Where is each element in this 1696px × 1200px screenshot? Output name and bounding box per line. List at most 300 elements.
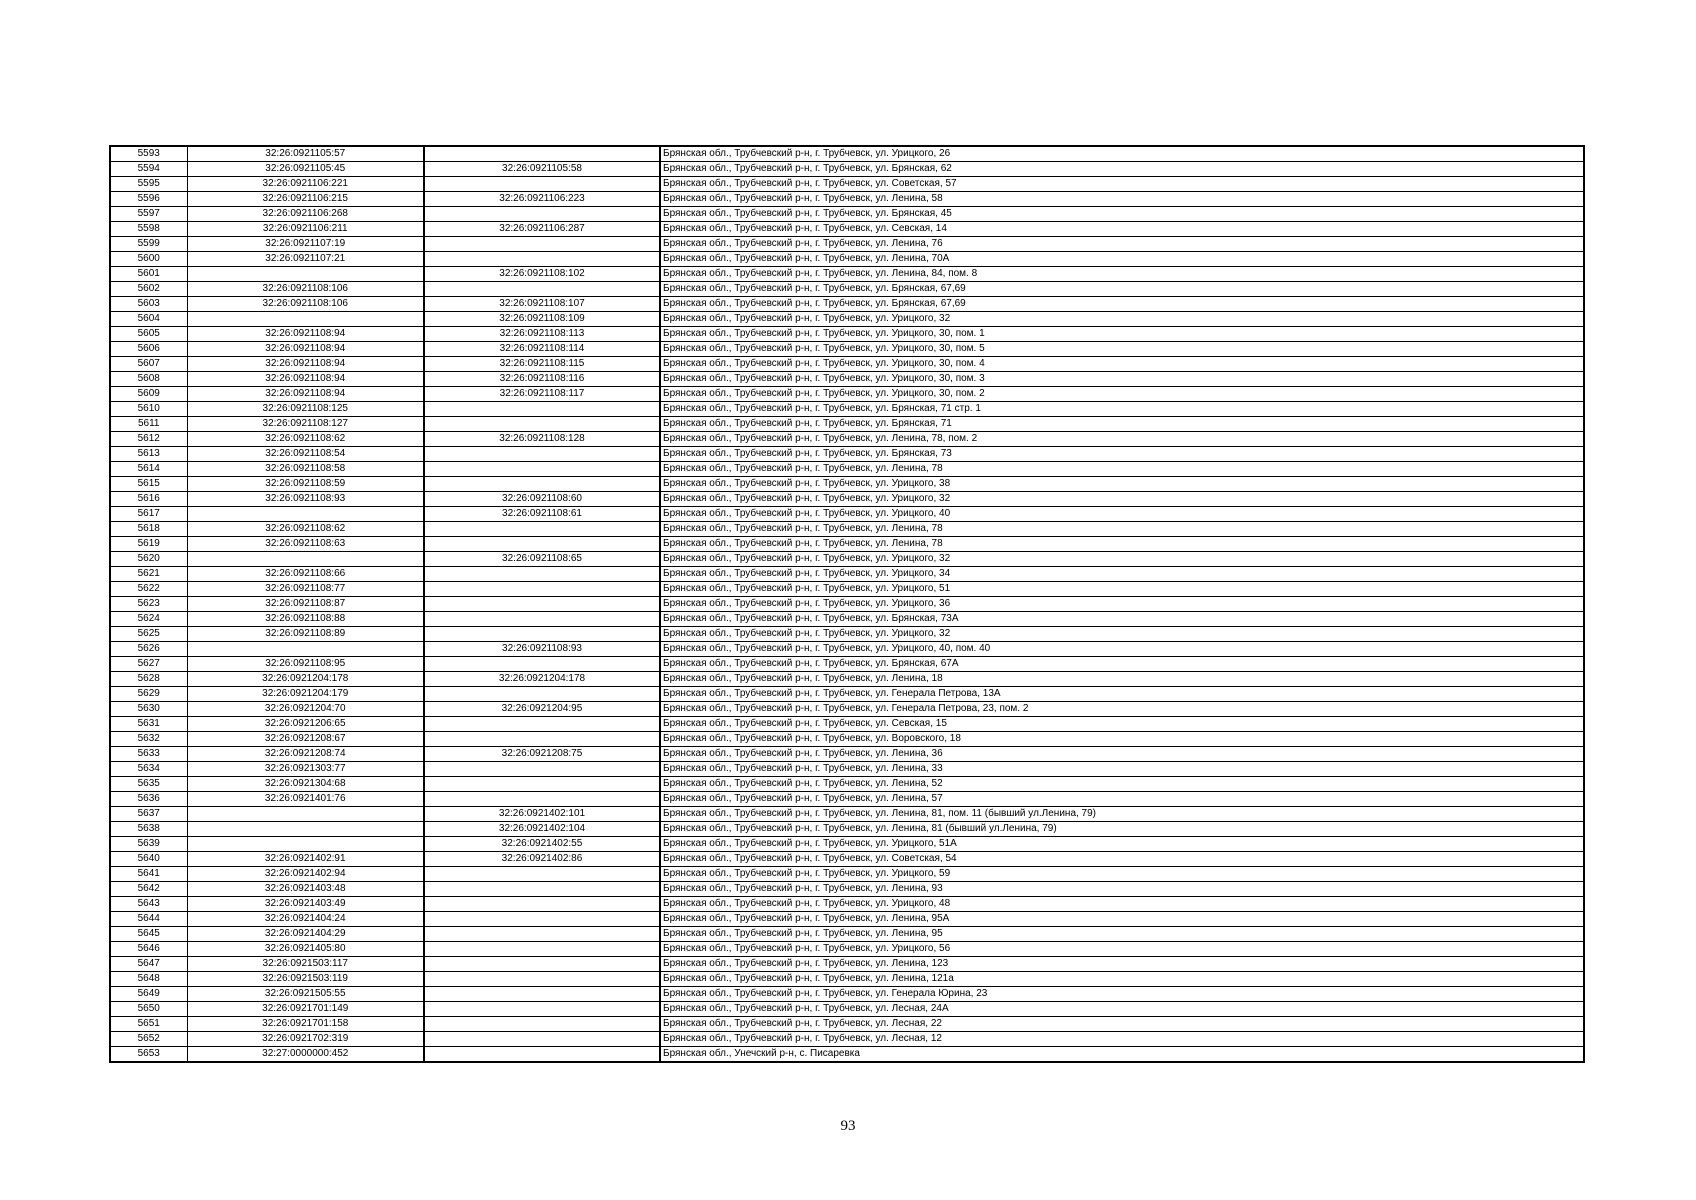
cadastral-number: 32:26:0921108:95: [187, 657, 424, 672]
cadastral-number: 32:26:0921108:106: [187, 297, 424, 312]
related-cadastral-number: [424, 912, 660, 927]
page-number: 93: [840, 1118, 856, 1134]
address: Брянская обл., Трубчевский р-н, г. Трубчевск, ул. Урицкого, 38: [660, 477, 1584, 492]
row-number: 5627: [110, 657, 187, 672]
cadastral-number: 32:26:0921503:117: [187, 957, 424, 972]
related-cadastral-number: [424, 627, 660, 642]
table-row: [110, 1002, 1584, 1017]
related-cadastral-number: [424, 687, 660, 702]
table-row: [110, 657, 1584, 672]
address: Брянская обл., Трубчевский р-н, г. Трубчевск, ул. Ленина, 18: [660, 672, 1584, 687]
table-row: [110, 162, 1584, 177]
table-row: [110, 762, 1584, 777]
address: Брянская обл., Трубчевский р-н, г. Трубчевск, ул. Ленина, 52: [660, 777, 1584, 792]
cadastral-number: 32:26:0921304:68: [187, 777, 424, 792]
row-number: 5637: [110, 807, 187, 822]
row-number: 5605: [110, 327, 187, 342]
address: Брянская обл., Трубчевский р-н, г. Трубчевск, ул. Ленина, 36: [660, 747, 1584, 762]
row-number: 5643: [110, 897, 187, 912]
table-row: [110, 687, 1584, 702]
table-row: [110, 222, 1584, 237]
cadastral-number: 32:26:0921108:58: [187, 462, 424, 477]
related-cadastral-number: [424, 537, 660, 552]
cadastral-number: [187, 642, 424, 657]
address: Брянская обл., Трубчевский р-н, г. Трубчевск, ул. Урицкого, 30, пом. 5: [660, 342, 1584, 357]
table-row: [110, 717, 1584, 732]
cadastral-number: 32:26:0921208:74: [187, 747, 424, 762]
table-row: [110, 957, 1584, 972]
cadastral-number: [187, 552, 424, 567]
cadastral-number: 32:26:0921303:77: [187, 762, 424, 777]
row-number: 5649: [110, 987, 187, 1002]
cadastral-number: 32:26:0921108:106: [187, 282, 424, 297]
table-row: [110, 267, 1584, 282]
cadastral-number: 32:26:0921106:268: [187, 207, 424, 222]
cadastral-number: 32:26:0921402:91: [187, 852, 424, 867]
row-number: 5632: [110, 732, 187, 747]
cadastral-number: 32:27:0000000:452: [187, 1047, 424, 1063]
table-row: [110, 882, 1584, 897]
row-number: 5642: [110, 882, 187, 897]
address: Брянская обл., Трубчевский р-н, г. Трубчевск, ул. Советская, 57: [660, 177, 1584, 192]
cadastral-number: 32:26:0921404:29: [187, 927, 424, 942]
address: Брянская обл., Трубчевский р-н, г. Трубчевск, ул. Урицкого, 51: [660, 582, 1584, 597]
table-row: [110, 837, 1584, 852]
cadastral-number: 32:26:0921106:221: [187, 177, 424, 192]
related-cadastral-number: [424, 612, 660, 627]
related-cadastral-number: [424, 567, 660, 582]
row-number: 5622: [110, 582, 187, 597]
cadastral-number: 32:26:0921108:125: [187, 402, 424, 417]
row-number: 5653: [110, 1047, 187, 1063]
row-number: 5615: [110, 477, 187, 492]
related-cadastral-number: [424, 597, 660, 612]
address: Брянская обл., Трубчевский р-н, г. Трубчевск, ул. Урицкого, 32: [660, 627, 1584, 642]
related-cadastral-number: [424, 897, 660, 912]
address: Брянская обл., Трубчевский р-н, г. Трубчевск, ул. Урицкого, 30, пом. 3: [660, 372, 1584, 387]
address: Брянская обл., Трубчевский р-н, г. Трубчевск, ул. Урицкого, 48: [660, 897, 1584, 912]
address: Брянская обл., Трубчевский р-н, г. Трубчевск, ул. Ленина, 81, пом. 11 (бывший ул.Ленина, 79): [660, 807, 1584, 822]
cadastral-number: 32:26:0921107:19: [187, 237, 424, 252]
related-cadastral-number: [424, 237, 660, 252]
cadastral-number: 32:26:0921108:94: [187, 327, 424, 342]
cadastral-number: 32:26:0921403:48: [187, 882, 424, 897]
address: Брянская обл., Трубчевский р-н, г. Трубчевск, ул. Урицкого, 51А: [660, 837, 1584, 852]
address: Брянская обл., Трубчевский р-н, г. Трубчевск, ул. Урицкого, 36: [660, 597, 1584, 612]
address: Брянская обл., Трубчевский р-н, г. Трубчевск, ул. Ленина, 58: [660, 192, 1584, 207]
table-row: [110, 702, 1584, 717]
row-number: 5606: [110, 342, 187, 357]
cadastral-number: 32:26:0921108:59: [187, 477, 424, 492]
cadastral-number: 32:26:0921204:179: [187, 687, 424, 702]
table-row: [110, 252, 1584, 267]
address: Брянская обл., Трубчевский р-н, г. Трубчевск, ул. Севская, 14: [660, 222, 1584, 237]
row-number: 5629: [110, 687, 187, 702]
table-row: [110, 972, 1584, 987]
related-cadastral-number: [424, 1047, 660, 1063]
table-row: [110, 582, 1584, 597]
table-row: [110, 792, 1584, 807]
related-cadastral-number: [424, 582, 660, 597]
table-row: [110, 402, 1584, 417]
cadastral-number: 32:26:0921108:94: [187, 342, 424, 357]
related-cadastral-number: [424, 177, 660, 192]
cadastral-number: 32:26:0921108:87: [187, 597, 424, 612]
table-row: [110, 462, 1584, 477]
row-number: 5625: [110, 627, 187, 642]
related-cadastral-number: 32:26:0921208:75: [424, 747, 660, 762]
row-number: 5594: [110, 162, 187, 177]
cadastral-number: 32:26:0921702:319: [187, 1032, 424, 1047]
row-number: 5640: [110, 852, 187, 867]
row-number: 5599: [110, 237, 187, 252]
related-cadastral-number: 32:26:0921402:86: [424, 852, 660, 867]
table-row: [110, 1047, 1584, 1063]
row-number: 5618: [110, 522, 187, 537]
table-row: [110, 372, 1584, 387]
address: Брянская обл., Трубчевский р-н, г. Трубчевск, ул. Воровского, 18: [660, 732, 1584, 747]
row-number: 5607: [110, 357, 187, 372]
row-number: 5624: [110, 612, 187, 627]
address: Брянская обл., Трубчевский р-н, г. Трубчевск, ул. Генерала Петрова, 13А: [660, 687, 1584, 702]
row-number: 5617: [110, 507, 187, 522]
row-number: 5628: [110, 672, 187, 687]
related-cadastral-number: 32:26:0921108:93: [424, 642, 660, 657]
related-cadastral-number: 32:26:0921108:116: [424, 372, 660, 387]
cadastral-number: 32:26:0921108:94: [187, 387, 424, 402]
row-number: 5644: [110, 912, 187, 927]
address: Брянская обл., Трубчевский р-н, г. Трубчевск, ул. Брянская, 62: [660, 162, 1584, 177]
table-row: [110, 552, 1584, 567]
table-row: [110, 777, 1584, 792]
row-number: 5626: [110, 642, 187, 657]
cadastral-number: 32:26:0921107:21: [187, 252, 424, 267]
table-row: [110, 672, 1584, 687]
row-number: 5601: [110, 267, 187, 282]
address: Брянская обл., Трубчевский р-н, г. Трубчевск, ул. Урицкого, 40: [660, 507, 1584, 522]
cadastral-number: 32:26:0921403:49: [187, 897, 424, 912]
related-cadastral-number: 32:26:0921108:60: [424, 492, 660, 507]
address: Брянская обл., Трубчевский р-н, г. Трубчевск, ул. Генерала Юрина, 23: [660, 987, 1584, 1002]
table-row: [110, 297, 1584, 312]
row-number: 5596: [110, 192, 187, 207]
cadastral-number: [187, 312, 424, 327]
address: Брянская обл., Трубчевский р-н, г. Трубчевск, ул. Ленина, 76: [660, 237, 1584, 252]
related-cadastral-number: [424, 987, 660, 1002]
address: Брянская обл., Трубчевский р-н, г. Трубчевск, ул. Брянская, 73А: [660, 612, 1584, 627]
cadastral-number: [187, 507, 424, 522]
related-cadastral-number: [424, 1017, 660, 1032]
address: Брянская обл., Трубчевский р-н, г. Трубчевск, ул. Брянская, 45: [660, 207, 1584, 222]
row-number: 5638: [110, 822, 187, 837]
row-number: 5641: [110, 867, 187, 882]
cadastral-number: [187, 822, 424, 837]
cadastral-number: 32:26:0921108:62: [187, 522, 424, 537]
address: Брянская обл., Трубчевский р-н, г. Трубчевск, ул. Ленина, 57: [660, 792, 1584, 807]
related-cadastral-number: 32:26:0921108:128: [424, 432, 660, 447]
cadastral-number: [187, 807, 424, 822]
cadastral-number: 32:26:0921404:24: [187, 912, 424, 927]
related-cadastral-number: [424, 762, 660, 777]
address: Брянская обл., Трубчевский р-н, г. Трубчевск, ул. Урицкого, 30, пом. 4: [660, 357, 1584, 372]
table-row: [110, 867, 1584, 882]
address: Брянская обл., Трубчевский р-н, г. Трубчевск, ул. Брянская, 67,69: [660, 297, 1584, 312]
address: Брянская обл., Трубчевский р-н, г. Трубчевск, ул. Лесная, 12: [660, 1032, 1584, 1047]
cadastral-number: [187, 837, 424, 852]
related-cadastral-number: [424, 657, 660, 672]
table-row: [110, 612, 1584, 627]
registry-table: [109, 145, 1585, 1063]
table-row: [110, 942, 1584, 957]
table-row: [110, 146, 1584, 162]
related-cadastral-number: [424, 252, 660, 267]
table-row: [110, 177, 1584, 192]
address: Брянская обл., Трубчевский р-н, г. Трубчевск, ул. Лесная, 22: [660, 1017, 1584, 1032]
address: Брянская обл., Трубчевский р-н, г. Трубчевск, ул. Урицкого, 30, пом. 2: [660, 387, 1584, 402]
related-cadastral-number: 32:26:0921108:113: [424, 327, 660, 342]
row-number: 5636: [110, 792, 187, 807]
row-number: 5598: [110, 222, 187, 237]
cadastral-number: 32:26:0921405:80: [187, 942, 424, 957]
cadastral-number: 32:26:0921108:54: [187, 447, 424, 462]
cadastral-number: 32:26:0921106:211: [187, 222, 424, 237]
address: Брянская обл., Трубчевский р-н, г. Трубчевск, ул. Ленина, 78: [660, 522, 1584, 537]
cadastral-number: 32:26:0921503:119: [187, 972, 424, 987]
related-cadastral-number: [424, 522, 660, 537]
address: Брянская обл., Трубчевский р-н, г. Трубчевск, ул. Урицкого, 59: [660, 867, 1584, 882]
cadastral-number: 32:26:0921204:178: [187, 672, 424, 687]
address: Брянская обл., Трубчевский р-н, г. Трубчевск, ул. Ленина, 78, пом. 2: [660, 432, 1584, 447]
row-number: 5608: [110, 372, 187, 387]
related-cadastral-number: 32:26:0921108:102: [424, 267, 660, 282]
row-number: 5603: [110, 297, 187, 312]
related-cadastral-number: 32:26:0921108:61: [424, 507, 660, 522]
row-number: 5652: [110, 1032, 187, 1047]
address: Брянская обл., Трубчевский р-н, г. Трубчевск, ул. Ленина, 121а: [660, 972, 1584, 987]
row-number: 5611: [110, 417, 187, 432]
table-row: [110, 1032, 1584, 1047]
table-row: [110, 492, 1584, 507]
cadastral-number: 32:26:0921108:88: [187, 612, 424, 627]
related-cadastral-number: [424, 207, 660, 222]
row-number: 5612: [110, 432, 187, 447]
related-cadastral-number: [424, 447, 660, 462]
row-number: 5630: [110, 702, 187, 717]
row-number: 5648: [110, 972, 187, 987]
table-row: [110, 282, 1584, 297]
related-cadastral-number: [424, 417, 660, 432]
table-row: [110, 987, 1584, 1002]
registry-body: [110, 146, 1584, 1062]
cadastral-number: 32:26:0921505:55: [187, 987, 424, 1002]
related-cadastral-number: [424, 942, 660, 957]
related-cadastral-number: [424, 732, 660, 747]
cadastral-number: 32:26:0921402:94: [187, 867, 424, 882]
address: Брянская обл., Трубчевский р-н, г. Трубчевск, ул. Советская, 54: [660, 852, 1584, 867]
address: Брянская обл., Трубчевский р-н, г. Трубчевск, ул. Ленина, 93: [660, 882, 1584, 897]
table-row: [110, 387, 1584, 402]
table-row: [110, 522, 1584, 537]
table-row: [110, 567, 1584, 582]
row-number: 5631: [110, 717, 187, 732]
row-number: 5595: [110, 177, 187, 192]
cadastral-number: 32:26:0921108:93: [187, 492, 424, 507]
address: Брянская обл., Трубчевский р-н, г. Трубчевск, ул. Урицкого, 32: [660, 312, 1584, 327]
address: Брянская обл., Трубчевский р-н, г. Трубчевск, ул. Лесная, 24А: [660, 1002, 1584, 1017]
related-cadastral-number: [424, 1002, 660, 1017]
related-cadastral-number: 32:26:0921108:109: [424, 312, 660, 327]
cadastral-number: 32:26:0921701:158: [187, 1017, 424, 1032]
cadastral-number: 32:26:0921105:45: [187, 162, 424, 177]
table-row: [110, 642, 1584, 657]
table-row: [110, 237, 1584, 252]
row-number: 5633: [110, 747, 187, 762]
address: Брянская обл., Трубчевский р-н, г. Трубчевск, ул. Урицкого, 34: [660, 567, 1584, 582]
address: Брянская обл., Трубчевский р-н, г. Трубчевск, ул. Ленина, 95А: [660, 912, 1584, 927]
row-number: 5609: [110, 387, 187, 402]
related-cadastral-number: [424, 146, 660, 162]
cadastral-number: 32:26:0921108:77: [187, 582, 424, 597]
address: Брянская обл., Трубчевский р-н, г. Трубчевск, ул. Брянская, 67,69: [660, 282, 1584, 297]
related-cadastral-number: [424, 1032, 660, 1047]
row-number: 5620: [110, 552, 187, 567]
cadastral-number: 32:26:0921108:127: [187, 417, 424, 432]
table-row: [110, 327, 1584, 342]
related-cadastral-number: [424, 972, 660, 987]
table-row: [110, 432, 1584, 447]
cadastral-number: 32:26:0921108:94: [187, 357, 424, 372]
address: Брянская обл., Трубчевский р-н, г. Трубчевск, ул. Урицкого, 30, пом. 1: [660, 327, 1584, 342]
related-cadastral-number: [424, 777, 660, 792]
cadastral-number: 32:26:0921108:89: [187, 627, 424, 642]
table-row: [110, 312, 1584, 327]
address: Брянская обл., Трубчевский р-н, г. Трубчевск, ул. Урицкого, 32: [660, 492, 1584, 507]
related-cadastral-number: [424, 882, 660, 897]
address: Брянская обл., Трубчевский р-н, г. Трубчевск, ул. Ленина, 84, пом. 8: [660, 267, 1584, 282]
address: Брянская обл., Трубчевский р-н, г. Трубчевск, ул. Урицкого, 26: [660, 146, 1584, 162]
related-cadastral-number: 32:26:0921402:104: [424, 822, 660, 837]
table-row: [110, 627, 1584, 642]
related-cadastral-number: 32:26:0921106:223: [424, 192, 660, 207]
address: Брянская обл., Трубчевский р-н, г. Трубчевск, ул. Урицкого, 32: [660, 552, 1584, 567]
address: Брянская обл., Трубчевский р-н, г. Трубчевск, ул. Брянская, 71: [660, 417, 1584, 432]
table-row: [110, 897, 1584, 912]
table-row: [110, 192, 1584, 207]
related-cadastral-number: 32:26:0921106:287: [424, 222, 660, 237]
table-row: [110, 852, 1584, 867]
row-number: 5634: [110, 762, 187, 777]
address: Брянская обл., Трубчевский р-н, г. Трубчевск, ул. Ленина, 95: [660, 927, 1584, 942]
cadastral-number: 32:26:0921108:63: [187, 537, 424, 552]
row-number: 5600: [110, 252, 187, 267]
table-row: [110, 417, 1584, 432]
related-cadastral-number: [424, 792, 660, 807]
related-cadastral-number: [424, 957, 660, 972]
row-number: 5616: [110, 492, 187, 507]
row-number: 5602: [110, 282, 187, 297]
cadastral-number: 32:26:0921105:57: [187, 146, 424, 162]
row-number: 5647: [110, 957, 187, 972]
related-cadastral-number: [424, 867, 660, 882]
cadastral-number: 32:26:0921108:94: [187, 372, 424, 387]
table-row: [110, 342, 1584, 357]
address: Брянская обл., Трубчевский р-н, г. Трубчевск, ул. Ленина, 81 (бывший ул.Ленина, 79): [660, 822, 1584, 837]
address: Брянская обл., Трубчевский р-н, г. Трубчевск, ул. Урицкого, 56: [660, 942, 1584, 957]
row-number: 5614: [110, 462, 187, 477]
related-cadastral-number: [424, 402, 660, 417]
address: Брянская обл., Трубчевский р-н, г. Трубчевск, ул. Генерала Петрова, 23, пом. 2: [660, 702, 1584, 717]
address: Брянская обл., Трубчевский р-н, г. Трубчевск, ул. Ленина, 78: [660, 462, 1584, 477]
row-number: 5621: [110, 567, 187, 582]
table-row: [110, 732, 1584, 747]
address: Брянская обл., Трубчевский р-н, г. Трубчевск, ул. Брянская, 67А: [660, 657, 1584, 672]
address: Брянская обл., Трубчевский р-н, г. Трубчевск, ул. Ленина, 33: [660, 762, 1584, 777]
table-row: [110, 807, 1584, 822]
table-row: [110, 207, 1584, 222]
cadastral-number: 32:26:0921206:65: [187, 717, 424, 732]
address: Брянская обл., Трубчевский р-н, г. Трубчевск, ул. Брянская, 73: [660, 447, 1584, 462]
row-number: 5604: [110, 312, 187, 327]
address: Брянская обл., Трубчевский р-н, г. Трубчевск, ул. Ленина, 70А: [660, 252, 1584, 267]
row-number: 5597: [110, 207, 187, 222]
table-row: [110, 507, 1584, 522]
address: Брянская обл., Трубчевский р-н, г. Трубчевск, ул. Севская, 15: [660, 717, 1584, 732]
related-cadastral-number: 32:26:0921108:117: [424, 387, 660, 402]
address: Брянская обл., Трубчевский р-н, г. Трубчевск, ул. Брянская, 71 стр. 1: [660, 402, 1584, 417]
related-cadastral-number: [424, 282, 660, 297]
row-number: 5646: [110, 942, 187, 957]
table-row: [110, 1017, 1584, 1032]
related-cadastral-number: 32:26:0921402:55: [424, 837, 660, 852]
address: Брянская обл., Трубчевский р-н, г. Трубчевск, ул. Ленина, 78: [660, 537, 1584, 552]
related-cadastral-number: [424, 927, 660, 942]
address: Брянская обл., Унечский р-н, с. Писаревка: [660, 1047, 1584, 1063]
related-cadastral-number: 32:26:0921204:95: [424, 702, 660, 717]
table-row: [110, 537, 1584, 552]
row-number: 5650: [110, 1002, 187, 1017]
cadastral-number: [187, 267, 424, 282]
row-number: 5639: [110, 837, 187, 852]
table-row: [110, 822, 1584, 837]
cadastral-number: 32:26:0921701:149: [187, 1002, 424, 1017]
row-number: 5645: [110, 927, 187, 942]
related-cadastral-number: [424, 477, 660, 492]
row-number: 5651: [110, 1017, 187, 1032]
related-cadastral-number: [424, 717, 660, 732]
cadastral-number: 32:26:0921204:70: [187, 702, 424, 717]
row-number: 5610: [110, 402, 187, 417]
related-cadastral-number: 32:26:0921402:101: [424, 807, 660, 822]
related-cadastral-number: 32:26:0921105:58: [424, 162, 660, 177]
related-cadastral-number: 32:26:0921108:107: [424, 297, 660, 312]
related-cadastral-number: 32:26:0921108:115: [424, 357, 660, 372]
address: Брянская обл., Трубчевский р-н, г. Трубчевск, ул. Ленина, 123: [660, 957, 1584, 972]
table-row: [110, 477, 1584, 492]
row-number: 5593: [110, 146, 187, 162]
table-row: [110, 747, 1584, 762]
related-cadastral-number: 32:26:0921108:114: [424, 342, 660, 357]
cadastral-number: 32:26:0921108:62: [187, 432, 424, 447]
related-cadastral-number: 32:26:0921204:178: [424, 672, 660, 687]
table-row: [110, 927, 1584, 942]
cadastral-number: 32:26:0921208:67: [187, 732, 424, 747]
address: Брянская обл., Трубчевский р-н, г. Трубчевск, ул. Урицкого, 40, пом. 40: [660, 642, 1584, 657]
cadastral-number: 32:26:0921108:66: [187, 567, 424, 582]
table-row: [110, 447, 1584, 462]
row-number: 5623: [110, 597, 187, 612]
cadastral-number: 32:26:0921106:215: [187, 192, 424, 207]
table-row: [110, 597, 1584, 612]
